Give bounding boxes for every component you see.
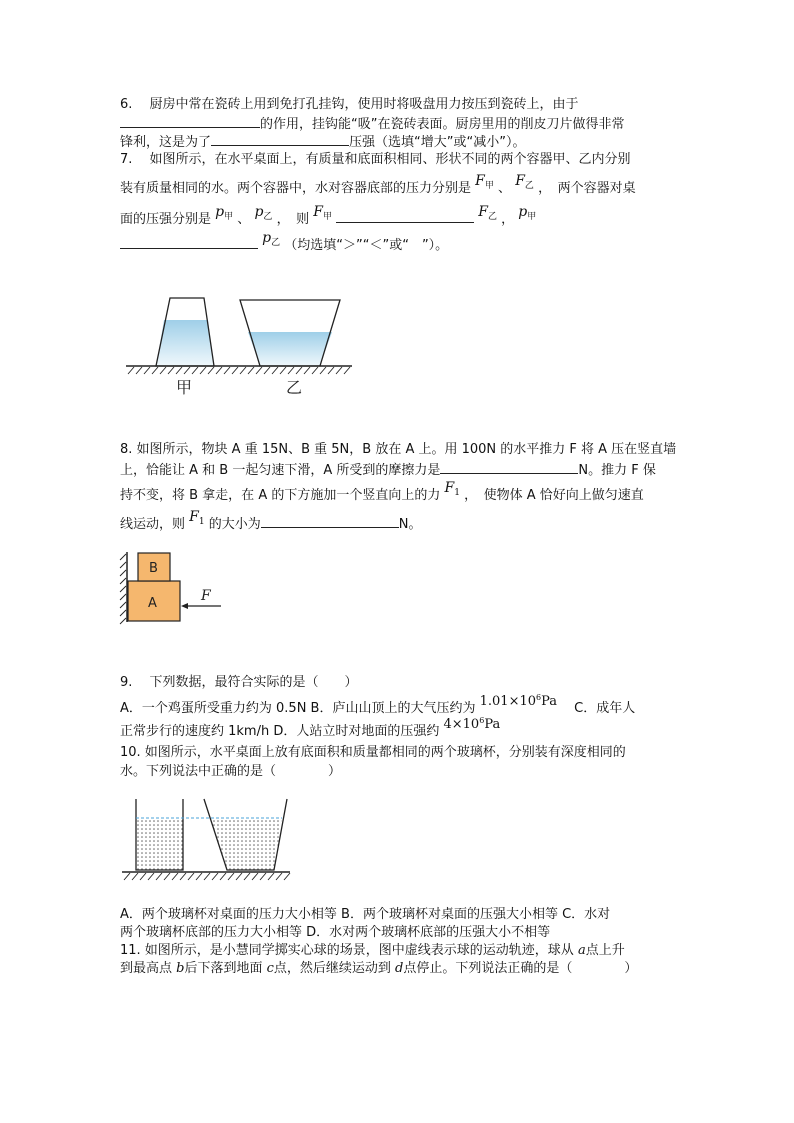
q7-line-3: 面的压强分别是 $p_甲$ 、 $p_乙$ ， 则 $F_甲$ $F_乙$ ， $p_甲$ [120, 204, 537, 227]
q7-blank-2[interactable] [120, 236, 258, 249]
force-label: F [201, 588, 211, 604]
q9-line-1: 9. 下列数据，最符合实际的是（ ） [120, 675, 358, 690]
force-arrowhead [181, 603, 188, 609]
q6-blank-2[interactable] [211, 133, 349, 146]
q10-line-1: 10. 如图所示，水平桌面上放有底面积和质量都相同的两个玻璃杯，分别装有深度相同的 [120, 745, 626, 760]
q7-line-2: 装有质量相同的水。两个容器中，水对容器底部的压力分别是 $F_甲$ 、 $F_乙$ ， 两个容器对桌 [120, 173, 636, 196]
glass-1-water [136, 818, 183, 870]
q7-line-4: $p_乙$ （均选填“＞”“＜”或“ ”）。 [120, 236, 448, 255]
label-jia: 甲 [176, 378, 193, 397]
q8-blank-2[interactable] [261, 515, 399, 528]
q11-line-2: 到最高点 b后下落到地面 c点，然后继续运动到 d点停止。下列说法正确的是（ ） [120, 961, 638, 976]
table-hatch-2 [124, 873, 290, 880]
q6-line-2: 的作用，挂钩能“吸”在瓷砖表面。厨房里用的削皮刀片做得非常 [120, 115, 624, 133]
q6-line-1: 6. 厨房中常在瓷砖上用到免打孔挂钩，使用时将吸盘用力按压到瓷砖上，由于 [120, 97, 579, 112]
q9-line-2: A．一个鸡蛋所受重力约为 0.5N B．庐山山顶上的大气压约为 $1.01\times 10^6Pa$ C．成年人 [120, 693, 636, 716]
q8-line-1: 8. 如图所示，物块 A 重 15N、B 重 5N，B 放在 A 上。用 100N 的水平推力 F 将 A 压在竖直墙 [120, 442, 677, 457]
q8-line-3: 持不变，将 B 拿走，在 A 的下方施加一个竖直向上的力 $F_1$ ， 使物体 A 恰好向上做匀速直 [120, 480, 644, 503]
q6-blank-1[interactable] [120, 115, 260, 128]
q10-glasses-figure [120, 795, 300, 890]
q7-p-jia-2: $p_甲$ [518, 204, 537, 222]
block-b-label: B [149, 561, 158, 576]
glass-2-water [210, 818, 282, 870]
q11-line-1: 11. 如图所示，是小慧同学掷实心球的场景，图中虚线表示球的运动轨迹，球从 a点上升 [120, 943, 625, 958]
q7-blank-1[interactable] [336, 210, 474, 223]
q8-F1: $F_1$ [444, 480, 460, 498]
table-hatch [128, 367, 350, 374]
q10-line-2: 水。下列说法中正确的是（ ） [120, 764, 342, 779]
q8-F1-2: $F_1$ [189, 509, 205, 527]
q7-containers-figure [120, 290, 360, 400]
q8-blank-1[interactable] [440, 461, 578, 474]
q7-p-yi: $p_乙$ [254, 204, 273, 222]
q7-F-yi-2: $F_乙$ [478, 204, 497, 222]
q8-line-4: 线运动，则 $F_1$ 的大小为 N。 [120, 509, 422, 532]
block-a-label: A [148, 596, 157, 611]
q10-options-line-2: 两个玻璃杯底部的压力大小相等 D．水对两个玻璃杯底部的压强大小不相等 [120, 925, 551, 940]
q7-F-yi: $F_乙$ [515, 173, 534, 191]
q7-p-jia: $p_甲$ [215, 204, 234, 222]
q10-options-line-1: A．两个玻璃杯对桌面的压力大小相等 B．两个玻璃杯对桌面的压强大小相等 C．水对 [120, 907, 611, 922]
q9-line-3: 正常步行的速度约 1km/h D．人站立时对地面的压强约 $4\times 10^6Pa$ [120, 716, 501, 739]
q8-line-2: 上，恰能让 A 和 B 一起匀速下滑，A 所受到的摩擦力是 N。推力 F 保 [120, 463, 656, 478]
q7-F-jia: $F_甲$ [475, 173, 494, 191]
wall-hatch [120, 554, 126, 624]
q9-pressure-value-1: $1.01\times 10^6Pa$ [479, 693, 558, 709]
q8-blocks-figure [115, 550, 235, 630]
q7-F-jia-2: $F_甲$ [313, 204, 332, 222]
q7-line-1: 7. 如图所示，在水平桌面上，有质量和底面积相同、形状不同的两个容器甲、乙内分别 [120, 152, 631, 167]
q6-line-3: 锋利，这是为了 压强（选填“增大”或“减小”）。 [120, 135, 526, 150]
label-yi: 乙 [286, 378, 303, 397]
container-yi-water [248, 332, 332, 366]
q7-p-yi-2: $p_乙$ [262, 230, 281, 248]
q9-pressure-value-2: $4\times 10^6Pa$ [443, 716, 501, 732]
